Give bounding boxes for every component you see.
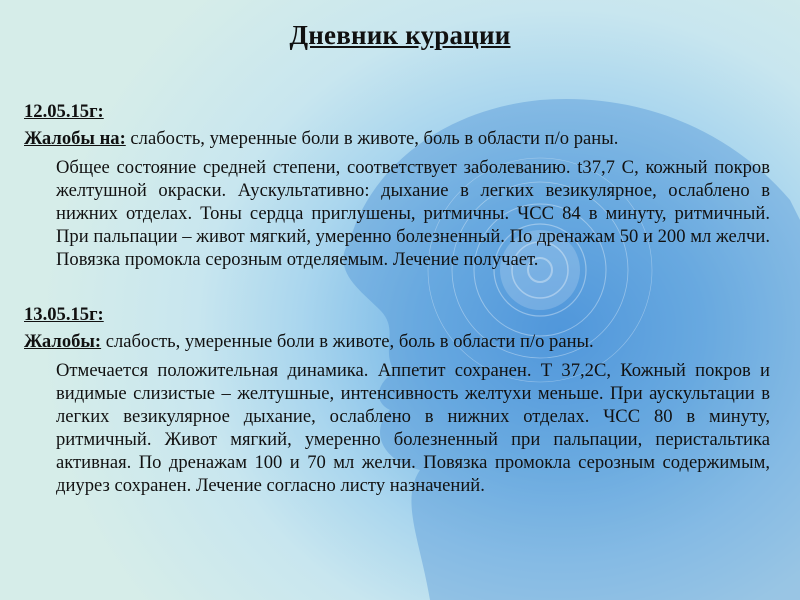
page-title: Дневник курации [289, 20, 511, 50]
diary-entry [24, 100, 770, 271]
status-description: Отмечается положительная динамика. Аппетит сохранен. Т 37,2С, Кожный покров и видимые слизистые – желтушные, интенсивность желтухи меньше. При аускультации в легких везикулярное дыхание, ослаблено в нижних отделах. ЧСС 80 в минуту, ритмичный. Живот мягкий, умеренно болезненный при пальпации, перистальтика активная. По дренажам 100 и 70 мл желчи. Повязка промокла серозным содержимым, диурез сохранен. Лечение согласно листу назначений. [56, 360, 770, 496]
diary-entry [24, 303, 770, 497]
curation-diary [24, 100, 770, 497]
complaints-text: слабость, умеренные боли в животе, боль в области п/о раны. [125, 128, 619, 149]
complaints-label: Жалобы на: [24, 128, 126, 149]
complaints-line [24, 330, 770, 353]
complaints-line [24, 127, 770, 150]
complaints-label: Жалобы: [24, 331, 102, 352]
entry-date: 13.05.15г: [24, 304, 104, 325]
entry-date: 12.05.15г: [24, 101, 104, 122]
status-description: Общее состояние средней степени, соответствует заболеванию. t37,7 С, кожный покров желтушной окраски. Аускультативно: дыхание в легких везикулярное, ослаблено в нижних отделах. Тоны сердца приглушены, ритмичны. ЧСС 84 в минуту, ритмичный. При пальпации – живот мягкий, умеренно болезненный. По дренажам 50 и 200 мл желчи. Повязка промокла серозным отделяемым. Лечение получает. [56, 157, 770, 270]
complaints-text: слабость, умеренные боли в животе, боль в области п/о раны. [101, 331, 594, 352]
